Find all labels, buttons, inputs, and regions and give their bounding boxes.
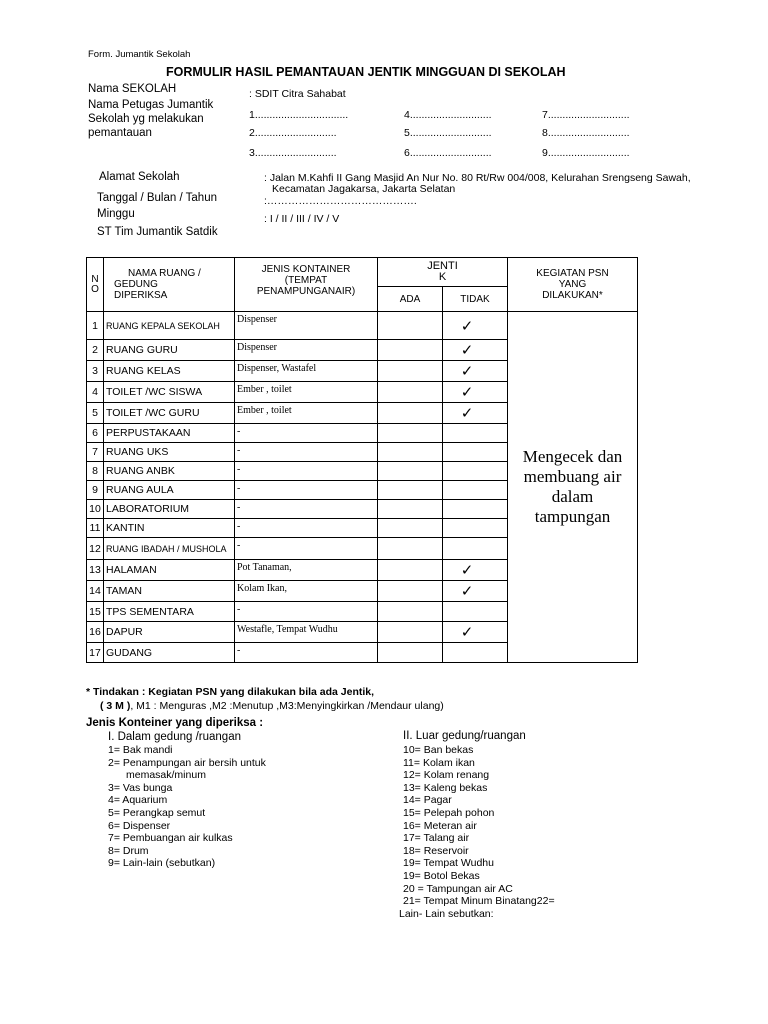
header-nama-line: DIPERIKSA [114, 290, 168, 301]
checkmark-icon: ✓ [460, 316, 474, 335]
row-ada-cell [378, 382, 443, 403]
checkmark-icon: ✓ [460, 561, 474, 579]
row-number: 14 [87, 581, 104, 602]
header-jenis-line: (TEMPAT [284, 275, 328, 286]
row-ada-cell [378, 403, 443, 424]
three-m-label: ( 3 M ) [100, 700, 131, 712]
row-room-name: TOILET /WC SISWA [104, 382, 235, 403]
header-jentik-line: K [438, 271, 447, 283]
row-tidak-cell [443, 519, 508, 538]
inspection-table [86, 257, 638, 663]
row-ada-cell [378, 538, 443, 560]
row-ada-cell [378, 581, 443, 602]
row-number: 12 [87, 538, 104, 560]
row-tidak-cell [443, 340, 508, 361]
alamat-value-1: : Jalan M.Kahfi II Gang Masjid An Nur No. 80 Rt/Rw 004/008, Kelurahan Srengseng Sawah, [264, 172, 691, 184]
row-number: 17 [87, 643, 104, 663]
row-number: 2 [87, 340, 104, 361]
row-tidak-cell [443, 602, 508, 622]
row-number: 9 [87, 481, 104, 500]
header-psn-line: YANG [558, 279, 587, 290]
row-container-type: - [235, 519, 378, 538]
school-label: Nama SEKOLAH [88, 83, 177, 95]
legend-item: 14= Pagar [403, 794, 452, 807]
row-room-name: KANTIN [104, 519, 235, 538]
checkmark-icon: ✓ [460, 341, 474, 359]
legend-item: 3= Vas bunga [108, 781, 173, 794]
row-ada-cell [378, 643, 443, 663]
row-ada-cell [378, 340, 443, 361]
row-container-type: Ember , toilet [235, 382, 378, 403]
row-container-type: Dispenser [235, 312, 378, 340]
petugas-slot: 4............................ [404, 109, 492, 121]
legend-item: 8= Drum [108, 844, 149, 857]
legend-item: 15= Pelepah pohon [403, 806, 495, 819]
school-value: : SDIT Citra Sahabat [249, 88, 346, 100]
petugas-slot: 7............................ [542, 109, 630, 121]
row-container-type: - [235, 462, 378, 481]
row-room-name: LABORATORIUM [104, 500, 235, 519]
legend-item: 7= Pembuangan air kulkas [108, 832, 233, 845]
petugas-label-3: pemantauan [88, 127, 152, 139]
legend-item: 9= Lain-lain (sebutkan) [108, 857, 216, 870]
petugas-slot: 2............................ [249, 127, 337, 139]
checkmark-icon: ✓ [460, 404, 474, 422]
psn-activity-line: dalam [551, 487, 594, 506]
row-room-name: TOILET /WC GURU [104, 403, 235, 424]
psn-activity-line: membuang air [523, 467, 622, 486]
row-tidak-cell [443, 500, 508, 519]
row-number: 4 [87, 382, 104, 403]
alamat-label: Alamat Sekolah [99, 171, 180, 183]
alamat-value-2: Kecamatan Jagakarsa, Jakarta Selatan [272, 183, 456, 195]
row-tidak-cell [443, 312, 508, 340]
row-tidak-cell [443, 443, 508, 462]
legend-item: 5= Perangkap semut [108, 806, 206, 819]
row-tidak-cell [443, 643, 508, 663]
tindakan-note: * Tindakan : Kegiatan PSN yang dilakukan bila ada Jentik, [86, 686, 375, 698]
header-jenis-line: PENAMPUNGANAIR) [256, 286, 356, 297]
row-number: 8 [87, 462, 104, 481]
header-nama-line: GEDUNG [114, 279, 158, 290]
row-tidak-cell [443, 560, 508, 581]
header-jentik-line: JENTI [427, 260, 458, 272]
row-container-type: Westafle, Tempat Wudhu [235, 622, 378, 643]
checkmark-icon: ✓ [460, 623, 474, 641]
form-label: Form. Jumantik Sekolah [88, 49, 191, 60]
row-container-type: Dispenser, Wastafel [235, 361, 378, 382]
row-room-name: RUANG UKS [104, 443, 235, 462]
header-no [87, 258, 104, 312]
row-number: 13 [87, 560, 104, 581]
petugas-slot: 9............................ [542, 147, 630, 159]
row-ada-cell [378, 424, 443, 443]
row-ada-cell [378, 622, 443, 643]
row-room-name: RUANG IBADAH / MUSHOLA [104, 538, 235, 560]
legend-list-indoor [108, 744, 266, 870]
row-room-name: TAMAN [104, 581, 235, 602]
legend-item: Lain- Lain sebutkan: [399, 907, 494, 920]
row-container-type: Pot Tanaman, [235, 560, 378, 581]
legend-item: 20 = Tampungan air AC [403, 882, 513, 895]
legend-item: 18= Reservoir [403, 844, 469, 857]
legend-item: 1= Bak mandi [108, 744, 173, 756]
petugas-label-1: Nama Petugas Jumantik [88, 99, 214, 111]
row-room-name: DAPUR [104, 622, 235, 643]
petugas-slot: 8............................ [542, 127, 630, 139]
row-container-type: - [235, 643, 378, 663]
legend-item: 6= Dispenser [108, 819, 171, 832]
row-tidak-cell [443, 361, 508, 382]
row-room-name: RUANG KELAS [104, 361, 235, 382]
row-container-type: - [235, 538, 378, 560]
row-ada-cell [378, 481, 443, 500]
minggu-label: Minggu [97, 208, 135, 220]
checkmark-icon: ✓ [460, 582, 474, 600]
header-nama-line: NAMA RUANG / [128, 268, 201, 279]
st-tim-label: ST Tim Jumantik Satdik [97, 226, 218, 238]
row-container-type: - [235, 424, 378, 443]
petugas-slot: 1................................ [249, 109, 349, 121]
table-row [87, 312, 638, 340]
legend-item: 11= Kolam ikan [403, 756, 475, 769]
legend-item: 12= Kolam renang [403, 769, 490, 782]
header-ada: ADA [378, 287, 443, 312]
row-number: 7 [87, 443, 104, 462]
tanggal-value: :……………………………………. [264, 195, 417, 207]
row-room-name: HALAMAN [104, 560, 235, 581]
row-ada-cell [378, 500, 443, 519]
row-room-name: GUDANG [104, 643, 235, 663]
row-number: 1 [87, 312, 104, 340]
header-kegiatan-psn [508, 258, 638, 312]
row-tidak-cell [443, 462, 508, 481]
legend-col1-title: I. Dalam gedung /ruangan [108, 731, 241, 743]
row-container-type: Kolam Ikan, [235, 581, 378, 602]
row-tidak-cell [443, 382, 508, 403]
page-title: FORMULIR HASIL PEMANTAUAN JENTIK MINGGUAN DI SEKOLAH [166, 65, 566, 79]
header-jentik [378, 258, 508, 287]
header-nama-ruang [104, 258, 235, 312]
three-m-detail: , M1 : Menguras ,M2 :Menutup ,M3:Menyingkirkan /Mendaur ulang) [130, 700, 444, 712]
row-room-name: RUANG GURU [104, 340, 235, 361]
petugas-slot: 5............................ [404, 127, 492, 139]
legend-list-outdoor [399, 744, 555, 920]
psn-activity-line: tampungan [534, 507, 611, 526]
psn-activity-line: Mengecek dan [522, 447, 623, 466]
row-ada-cell [378, 602, 443, 622]
row-container-type: - [235, 481, 378, 500]
legend-item: 4= Aquarium [108, 794, 168, 807]
row-tidak-cell [443, 581, 508, 602]
header-tidak: TIDAK [443, 287, 508, 312]
row-number: 10 [87, 500, 104, 519]
row-number: 5 [87, 403, 104, 424]
row-ada-cell [378, 443, 443, 462]
row-room-name: RUANG ANBK [104, 462, 235, 481]
header-psn-line: KEGIATAN PSN [536, 268, 609, 279]
legend-item: 21= Tempat Minum Binatang22= [403, 895, 555, 908]
header-jenis-line: JENIS KONTAINER [261, 264, 351, 275]
legend-item: 17= Talang air [403, 832, 470, 845]
row-ada-cell [378, 519, 443, 538]
row-container-type: - [235, 443, 378, 462]
petugas-slot: 6............................ [404, 147, 492, 159]
tindakan-3m-note [100, 700, 444, 712]
checkmark-icon: ✓ [460, 362, 474, 380]
legend-col2-title: II. Luar gedung/ruangan [403, 730, 526, 742]
legend-heading: Jenis Konteiner yang diperiksa : [86, 717, 264, 729]
minggu-value: : I / II / III / IV / V [264, 213, 340, 225]
row-number: 11 [87, 519, 104, 538]
row-room-name: RUANG AULA [104, 481, 235, 500]
row-container-type: - [235, 500, 378, 519]
checkmark-icon: ✓ [460, 383, 474, 401]
header-psn-line: DILAKUKAN* [542, 290, 603, 301]
header-no-line: N [91, 273, 99, 285]
petugas-label-2: Sekolah yg melakukan [88, 113, 204, 125]
legend-item: memasak/minum [126, 769, 206, 782]
row-room-name: RUANG KEPALA SEKOLAH [104, 312, 235, 340]
legend-item: 13= Kaleng bekas [403, 781, 488, 794]
legend-item: 16= Meteran air [403, 819, 477, 832]
row-room-name: PERPUSTAKAAN [104, 424, 235, 443]
row-tidak-cell [443, 538, 508, 560]
row-tidak-cell [443, 424, 508, 443]
psn-activity-cell [508, 312, 638, 663]
row-container-type: Ember , toilet [235, 403, 378, 424]
row-tidak-cell [443, 481, 508, 500]
row-ada-cell [378, 560, 443, 581]
petugas-slot: 3............................ [249, 147, 337, 159]
row-number: 3 [87, 361, 104, 382]
legend-item: 19= Botol Bekas [403, 869, 480, 882]
legend-item: 19= Tempat Wudhu [403, 857, 494, 870]
row-number: 6 [87, 424, 104, 443]
legend-item: 10= Ban bekas [403, 744, 474, 756]
row-number: 15 [87, 602, 104, 622]
row-ada-cell [378, 361, 443, 382]
tanggal-label: Tanggal / Bulan / Tahun [97, 192, 217, 204]
legend-item: 2= Penampungan air bersih untuk [108, 756, 266, 769]
row-tidak-cell [443, 622, 508, 643]
row-container-type: Dispenser [235, 340, 378, 361]
row-ada-cell [378, 312, 443, 340]
row-number: 16 [87, 622, 104, 643]
row-ada-cell [378, 462, 443, 481]
header-jenis-kontainer [235, 258, 378, 312]
row-container-type: - [235, 602, 378, 622]
row-room-name: TPS SEMENTARA [104, 602, 235, 622]
header-no-line: O [91, 283, 99, 295]
row-tidak-cell [443, 403, 508, 424]
